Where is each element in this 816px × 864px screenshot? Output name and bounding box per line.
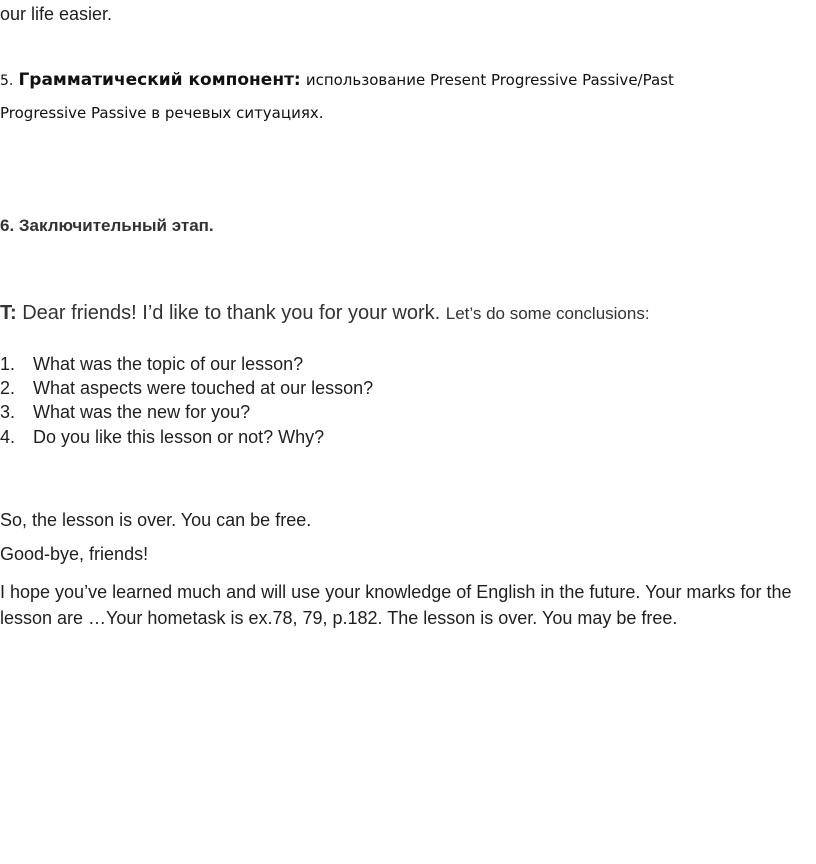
- closing-line-2: Good-bye, friends!: [0, 544, 149, 564]
- list-item-number: 4.: [0, 427, 16, 447]
- list-item: [0, 354, 303, 375]
- section-5-line-1: [0, 70, 674, 90]
- list-item: [0, 402, 250, 423]
- section-5-number: 5.: [0, 73, 14, 89]
- speaker-label: T:: [0, 302, 17, 324]
- list-item-number: 1.: [0, 354, 16, 374]
- section-5-line-2: [0, 103, 324, 122]
- list-item: [0, 378, 373, 399]
- closing-line-1: So, the lesson is over. You can be free.: [0, 510, 312, 530]
- list-item-number: 2.: [0, 378, 16, 398]
- teacher-line: [0, 302, 650, 325]
- section-6-heading: 6. Заключительный этап.: [0, 216, 214, 235]
- section-5-text-line-1: использование Present Progressive Passive/Past: [305, 71, 674, 89]
- section-5-heading: Грамматический компонент:: [18, 70, 301, 90]
- section-5-text-line-2: Progressive Passive в речевых ситуациях.: [0, 104, 324, 122]
- list-item: [0, 427, 324, 448]
- list-item-text: What was the new for you?: [33, 402, 251, 422]
- teacher-text: Dear friends! I’d like to thank you for your work.: [22, 302, 441, 324]
- teacher-text-small: Let’s do some conclusions:: [445, 304, 650, 323]
- list-item-number: 3.: [0, 402, 16, 422]
- intro-tail-text: our life easier.: [0, 4, 113, 24]
- list-item-text: What aspects were touched at our lesson?: [33, 378, 374, 398]
- closing-paragraph: I hope you’ve learned much and will use your knowledge of English in the future. Your marks for the lesson are …Your hometask is ex.78, 79, p.182. The lesson is over. You may be free.: [0, 582, 792, 628]
- list-item-text: Do you like this lesson or not? Why?: [33, 427, 325, 447]
- list-item-text: What was the topic of our lesson?: [33, 354, 304, 374]
